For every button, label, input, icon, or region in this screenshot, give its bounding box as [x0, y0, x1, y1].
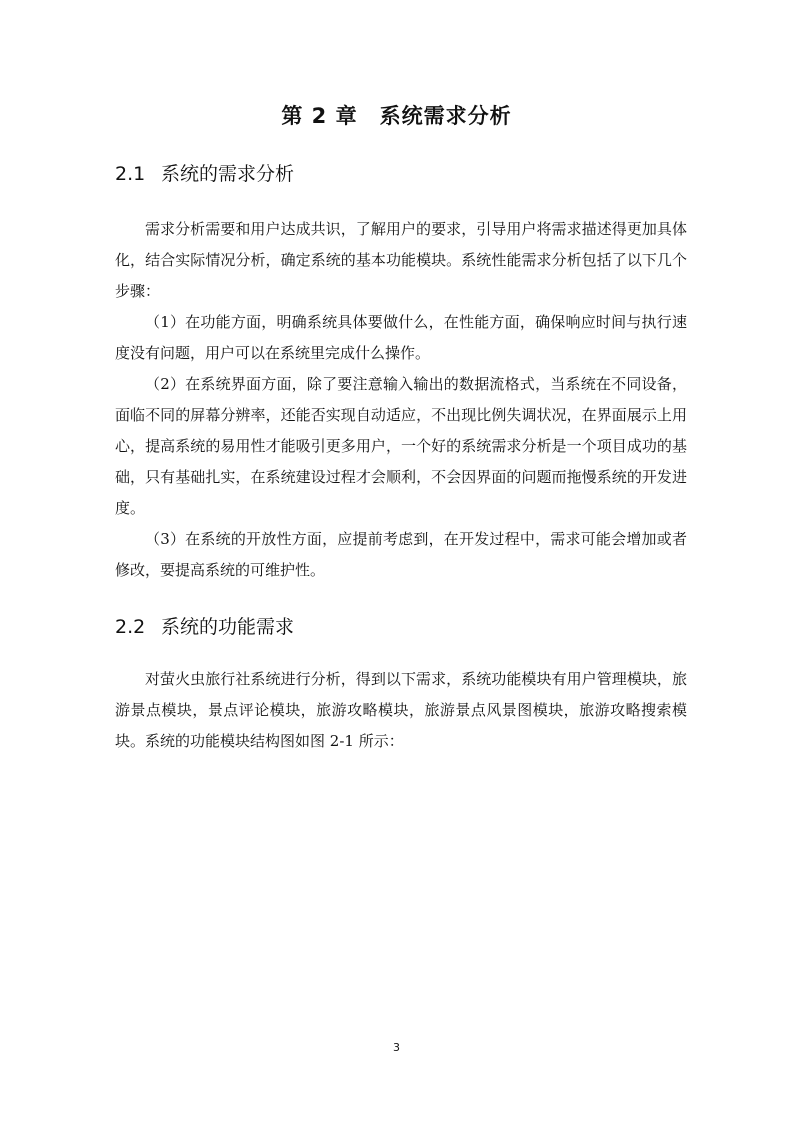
section-number: 2.2: [115, 616, 146, 638]
page-number: 3: [393, 1041, 400, 1054]
section-body-2-2: [115, 664, 687, 757]
paragraph: （1）在功能方面，明确系统具体要做什么，在性能方面，确保响应时间与执行速度没有问题，用户可以在系统里完成什么操作。: [115, 313, 687, 362]
chapter-title: [0, 100, 793, 132]
section-heading-2-1: [115, 160, 294, 188]
paragraph: 对萤火虫旅行社系统进行分析，得到以下需求，系统功能模块有用户管理模块，旅游景点模块，景点评论模块，旅游攻略模块，旅游景点风景图模块，旅游攻略搜索模块。系统的功能模块结构图如图 2-1 所示：: [115, 670, 687, 750]
section-title: 系统的功能需求: [161, 616, 295, 638]
section-number: 2.1: [115, 163, 146, 185]
chapter-title-text: 系统需求分析: [379, 104, 512, 128]
section-heading-2-2: [115, 613, 294, 641]
chapter-number: 第 2 章: [281, 104, 358, 128]
section-body-2-1: [115, 214, 687, 586]
paragraph: （3）在系统的开放性方面，应提前考虑到，在开发过程中，需求可能会增加或者修改，要提高系统的可维护性。: [115, 530, 687, 579]
section-title: 系统的需求分析: [161, 163, 295, 185]
paragraph: 需求分析需要和用户达成共识，了解用户的要求，引导用户将需求描述得更加具体化，结合实际情况分析，确定系统的基本功能模块。系统性能需求分析包括了以下几个步骤：: [115, 220, 687, 300]
paragraph: （2）在系统界面方面，除了要注意输入输出的数据流格式，当系统在不同设备，面临不同的屏幕分辨率，还能否实现自动适应，不出现比例失调状况，在界面展示上用心，提高系统的易用性才能吸引更多用户，一个好的系统需求分析是一个项目成功的基础，只有基础扎实，在系统建设过程才会顺利，不会因界面的问题而拖慢系统的开发进度。: [115, 375, 687, 517]
